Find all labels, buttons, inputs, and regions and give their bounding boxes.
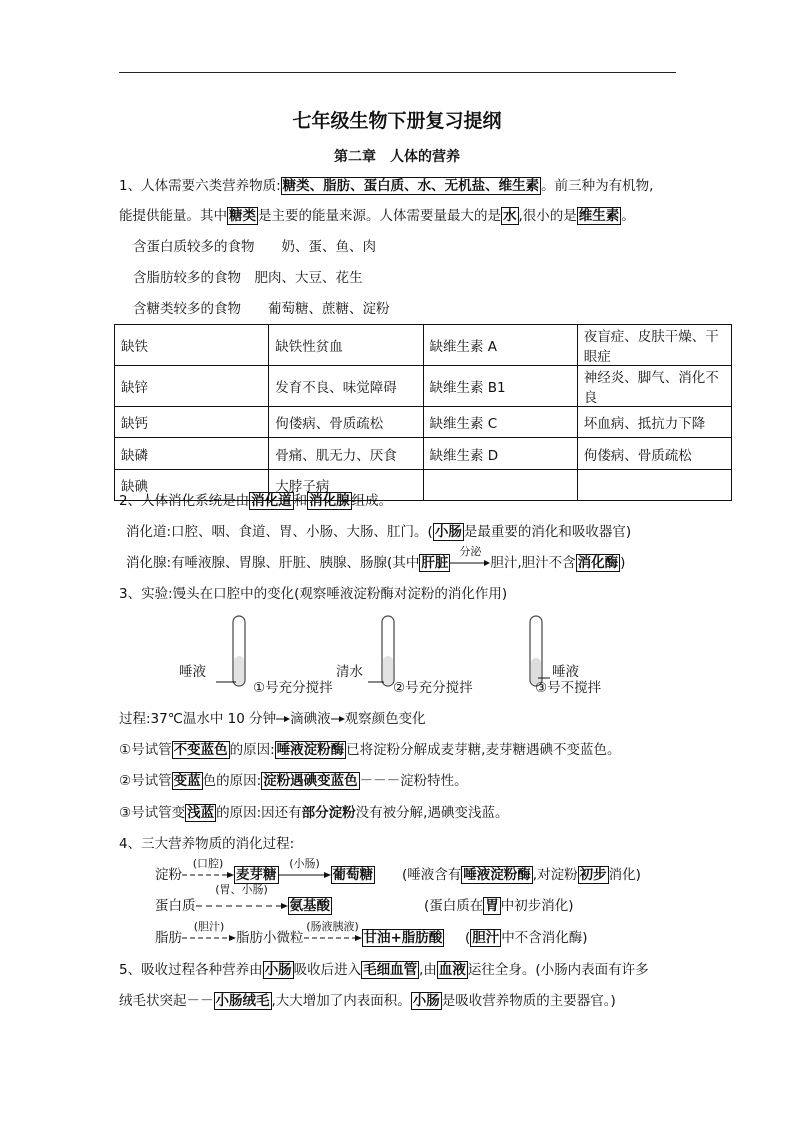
note1b: ,对淀粉: [532, 867, 578, 883]
s2-tract-line: [126, 522, 631, 542]
tube-2-label: 清水: [336, 664, 363, 680]
r2c: 色的原因:: [202, 773, 262, 789]
r2e: －－－淀粉特性。: [359, 773, 468, 789]
tube-2-icon: [368, 616, 394, 686]
s1-l2c: ,很小的是: [518, 208, 577, 224]
note3a: (: [465, 930, 471, 946]
table-cell: 缺铁性贫血: [269, 325, 423, 366]
sugar-foods: 含糖类较多的食物 葡萄糖、蔗糖、淀粉: [133, 301, 390, 317]
s2-b: 和: [293, 493, 308, 509]
note1a: (唾液含有: [402, 867, 462, 883]
r3e: 没有被分解,遇碘变浅蓝。: [355, 805, 509, 821]
r1a: ①号试管: [119, 742, 172, 758]
juices-label: (肠液胰液): [306, 920, 359, 933]
table-cell: 缺钙: [115, 407, 269, 438]
r1c: 的原因:: [229, 742, 275, 758]
bile-arrow: [182, 920, 236, 942]
table-cell: 缺铁: [115, 325, 269, 366]
chapter-heading: 第二章 人体的营养: [334, 149, 460, 165]
s2-c: 组成。: [351, 493, 393, 509]
tube-1-caption: ①号充分搅拌: [253, 680, 333, 696]
starch-note: [402, 865, 641, 885]
s2-gland-line: [126, 545, 626, 573]
enzyme-key: 消化酶: [577, 555, 619, 571]
s1-after: 。前三种为有机物,: [541, 178, 654, 194]
protein-foods: 含蛋白质较多的食物 奶、蛋、鱼、肉: [133, 239, 376, 255]
table-cell: 骨痛、肌无力、厌食: [269, 438, 423, 469]
bile-key: 胆汁: [472, 930, 500, 946]
tube-2-caption: ②号充分搅拌: [393, 680, 473, 696]
villi-key: 小肠绒毛: [215, 993, 270, 1009]
sugar-key: 糖类: [229, 208, 256, 224]
table-cell: [577, 469, 731, 500]
water-key: 水: [503, 208, 517, 224]
table-cell: 缺维生素 A: [423, 325, 577, 366]
s5e: 绒毛状突起－－: [119, 993, 214, 1009]
table-cell: 发育不良、味觉障碍: [269, 366, 423, 407]
result-2: [119, 771, 468, 791]
amylase-key: 唾液淀粉酶: [463, 867, 531, 883]
s4-heading: 4、三大营养物质的消化过程:: [119, 836, 295, 852]
s2-gland-c: ): [620, 555, 626, 571]
s5a: 5、吸收过程各种营养由: [119, 962, 263, 978]
page-title: 七年级生物下册复习提纲: [292, 110, 502, 132]
s5b: 吸收后进入: [293, 962, 362, 978]
glucose-key: 葡萄糖: [332, 867, 373, 883]
fat-pathway: [155, 920, 444, 948]
table-row: [115, 366, 732, 407]
mouth-arrow: [182, 857, 234, 879]
fat: 脂肪: [155, 930, 182, 946]
six-nutrients: 糖类、脂肪、蛋白质、水、无机盐、维生素: [282, 178, 540, 194]
s2-line1: [119, 491, 392, 511]
s5f: ,大大增加了内表面积。: [271, 993, 411, 1009]
fat-foods: 含脂肪较多的食物 肥肉、大豆、花生: [133, 270, 363, 286]
r2-key: 变蓝: [173, 773, 201, 789]
stomach-key: 胃: [485, 898, 499, 914]
protein: 蛋白质: [155, 898, 196, 914]
blood-key: 血液: [438, 962, 466, 978]
table-cell: 缺维生素 B1: [423, 366, 577, 407]
secrete-label: 分泌: [459, 545, 482, 558]
fat-micro: 脂肪小微粒: [236, 930, 304, 946]
fat-note: [465, 928, 588, 948]
protein-pathway: [155, 883, 332, 916]
starch-pathway: [155, 857, 375, 885]
amino-acid-key: 氨基酸: [289, 898, 330, 914]
deficiency-table: [114, 324, 732, 501]
glycerol-key: 甘油+脂肪酸: [363, 930, 443, 946]
table-cell: 缺维生素 C: [423, 407, 577, 438]
header-rule: [119, 72, 676, 73]
table-cell: 缺磷: [115, 438, 269, 469]
s5d: 运往全身。(小肠内表面有许多: [467, 962, 649, 978]
s1-lead: 1、人体需要六类营养物质:: [119, 178, 281, 194]
small-intestine-arrow: [279, 857, 331, 879]
r3-reason: 部分淀粉: [301, 805, 356, 821]
s5-line2: [119, 991, 616, 1011]
r1e: 已将淀粉分解成麦芽糖,麦芽糖遇碘不变蓝色。: [346, 742, 621, 758]
tube-3-label: 唾液: [552, 664, 579, 680]
secrete-arrow: [450, 545, 490, 567]
liver-key: 肝脏: [421, 555, 449, 571]
s2-gland-b: 胆汁,胆汁不含: [490, 555, 576, 571]
vitamin-key: 维生素: [578, 208, 620, 224]
stomach-si-label: (胃、小肠): [215, 883, 268, 896]
r1-reason-key: 唾液淀粉酶: [276, 742, 345, 758]
table-cell: [423, 469, 577, 500]
note2b: 中初步消化): [500, 898, 574, 914]
digestive-tract-key: 消化道: [251, 493, 292, 509]
s2-gland-a: 消化腺:有唾液腺、胃腺、肝脏、胰腺、肠腺(其中: [126, 555, 420, 571]
si-label: (小肠): [289, 857, 320, 870]
s5-line1: [119, 960, 649, 980]
s2-a: 2、人体消化系统是由: [119, 493, 250, 509]
table-cell: 佝偻病、骨质疏松: [269, 407, 423, 438]
s1-l2a: 能提供能量。其中: [119, 208, 227, 224]
arrow-icon: [276, 715, 290, 723]
s1-line1: [119, 176, 653, 196]
s5-si-key: 小肠: [264, 962, 292, 978]
tube-3-caption: ③号不搅拌: [535, 680, 602, 696]
s2-tract-a: 消化道:口腔、咽、食道、胃、小肠、大肠、肛门。(: [126, 524, 433, 540]
r3c: 的原因:因还有: [216, 805, 302, 821]
digestive-glands-key: 消化腺: [309, 493, 350, 509]
note2a: (蛋白质在: [424, 898, 484, 914]
s1-line2: [119, 206, 635, 226]
bile-label: (胆汁): [193, 920, 225, 933]
tube-1-label: 唾液: [179, 664, 206, 680]
s1-l2d: 。: [621, 208, 635, 224]
r2-reason-key: 淀粉遇碘变蓝色: [263, 773, 358, 789]
result-1: [119, 740, 620, 760]
r1-key: 不变蓝色: [173, 742, 228, 758]
note1c: 消化): [608, 867, 641, 883]
small-intestine-key: 小肠: [434, 524, 462, 540]
tube-1-icon: [216, 616, 245, 686]
process-line: [119, 709, 426, 729]
s5c: ,由: [419, 962, 437, 978]
r3-key: 浅蓝: [187, 805, 215, 821]
table-cell: 神经炎、脚气、消化不良: [577, 366, 731, 407]
process-a: 过程:37℃温水中 10 分钟: [119, 711, 277, 727]
table-row: [115, 407, 732, 438]
capillary-key: 毛细血管: [363, 962, 418, 978]
table-row: [115, 325, 732, 366]
table-cell: 夜盲症、皮肤干燥、干眼症: [577, 325, 731, 366]
table-cell: 佝偻病、骨质疏松: [577, 438, 731, 469]
initial-key: 初步: [579, 867, 607, 883]
mouth-label: (口腔): [192, 857, 224, 870]
process-c: 观察颜色变化: [344, 711, 426, 727]
s3-heading: 3、实验:馒头在口腔中的变化(观察唾液淀粉酶对淀粉的消化作用): [119, 586, 508, 602]
table-cell: 缺维生素 D: [423, 438, 577, 469]
stomach-arrow: [196, 883, 288, 910]
tube-3-icon: [530, 616, 550, 686]
maltose-key: 麦芽糖: [236, 867, 277, 883]
s5g: 是吸收营养物质的主要器官。): [441, 993, 616, 1009]
table-cell: 缺锌: [115, 366, 269, 407]
s2-tract-b: 是最重要的消化和吸收器官): [463, 524, 632, 540]
table-cell: 缺碘: [115, 469, 269, 500]
table-cell: 坏血病、抵抗力下降: [577, 407, 731, 438]
starch: 淀粉: [155, 867, 182, 883]
process-b: 滴碘液: [290, 711, 331, 727]
juices-arrow: [304, 920, 362, 942]
table-row: [115, 438, 732, 469]
s5-si2-key: 小肠: [412, 993, 440, 1009]
s1-l2b: 是主要的能量来源。人体需要量最大的是: [258, 208, 501, 224]
protein-note: [424, 896, 574, 916]
r2a: ②号试管: [119, 773, 172, 789]
table-cell: 大脖子病: [269, 469, 423, 500]
result-3: [119, 803, 508, 823]
arrow-icon: [331, 715, 345, 723]
r3a: ③号试管变: [119, 805, 186, 821]
note3b: 中不含消化酶): [501, 930, 588, 946]
